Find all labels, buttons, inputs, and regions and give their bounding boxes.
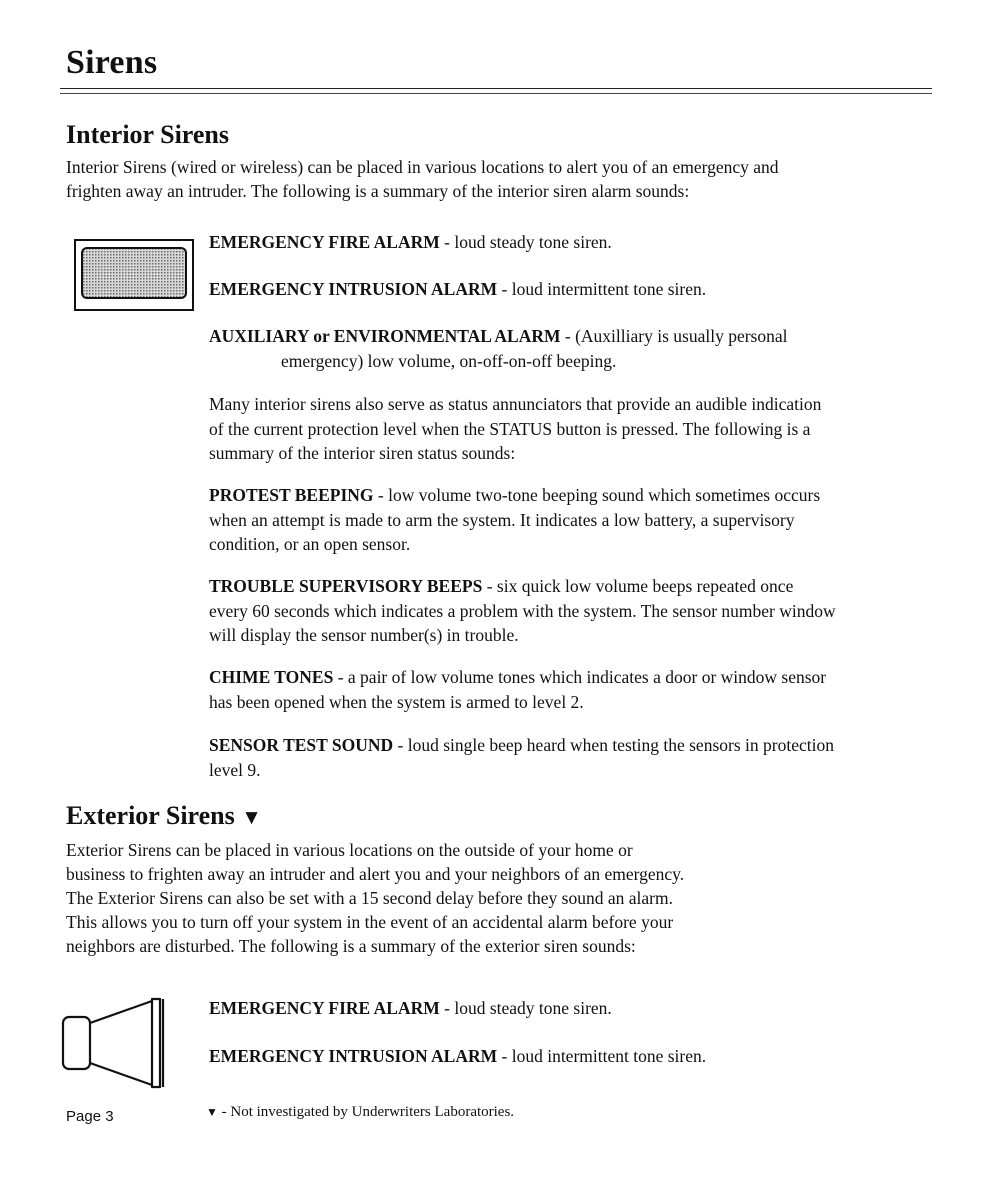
exterior-intro-line: The Exterior Sirens can also be set with a 15 second delay before they sound an alarm. — [66, 888, 673, 908]
status-intro — [209, 392, 939, 466]
status-sound-item — [209, 665, 939, 714]
interior-intro-line: Interior Sirens (wired or wireless) can be placed in various locations to alert you of an emergency and — [66, 157, 779, 177]
exterior-sirens-heading — [66, 801, 262, 831]
interior-intro-line: frighten away an intruder. The following is a summary of the interior siren alarm sounds: — [66, 181, 690, 201]
footnote-marker-icon: ▼ — [206, 1105, 218, 1119]
alarm-desc: - loud intermittent tone siren. — [497, 279, 707, 299]
status-sound-item — [209, 733, 939, 782]
interior-alarm-item — [209, 277, 939, 302]
page-number: Page 3 — [66, 1108, 114, 1125]
footnote-text: - Not investigated by Underwriters Laboratories. — [217, 1104, 515, 1120]
status-desc: - a pair of low volume tones which indicates a door or window sensor — [333, 667, 827, 687]
interior-sirens-heading: Interior Sirens — [66, 120, 229, 149]
alarm-desc: - loud steady tone siren. — [439, 232, 612, 252]
alarm-desc: - loud intermittent tone siren. — [497, 1046, 707, 1066]
status-sound-item — [209, 483, 939, 557]
not-investigated-marker-icon: ▼ — [241, 806, 262, 829]
title-rule-bottom — [60, 93, 932, 94]
alarm-term: EMERGENCY FIRE ALARM — [209, 232, 440, 252]
status-desc-line: every 60 seconds which indicates a problem with the system. The sensor number window — [209, 600, 836, 621]
alarm-term: AUXILIARY or ENVIRONMENTAL ALARM — [209, 326, 561, 346]
alarm-desc: - loud steady tone siren. — [439, 998, 612, 1018]
status-desc: - loud single beep heard when testing the sensors in protection — [393, 735, 834, 755]
interior-intro — [66, 155, 946, 203]
status-intro-line: of the current protection level when the STATUS button is pressed. The following is a — [209, 418, 811, 439]
status-intro-line: summary of the interior siren status sounds: — [209, 443, 516, 463]
exterior-intro-line: neighbors are disturbed. The following is a summary of the exterior siren sounds: — [66, 936, 636, 956]
alarm-term: EMERGENCY INTRUSION ALARM — [209, 279, 498, 299]
status-term: SENSOR TEST SOUND — [209, 735, 394, 755]
interior-siren-speaker-grille-icon — [74, 239, 194, 311]
status-desc: - low volume two-tone beeping sound which sometimes occurs — [373, 485, 821, 505]
exterior-intro-line: business to frighten away an intruder and alert you and your neighbors of an emergency. — [66, 864, 685, 884]
status-term: CHIME TONES — [209, 667, 334, 687]
status-term: TROUBLE SUPERVISORY BEEPS — [209, 576, 483, 596]
exterior-intro-line: Exterior Sirens can be placed in various locations on the outside of your home or — [66, 840, 633, 860]
status-intro-line: Many interior sirens also serve as status annunciators that provide an audible indication — [209, 394, 822, 414]
exterior-intro-line: This allows you to turn off your system in the event of an accidental alarm before your — [66, 912, 674, 932]
interior-alarm-item — [209, 230, 939, 255]
status-desc-line: will display the sensor number(s) in trouble. — [209, 625, 519, 645]
interior-alarm-item — [209, 324, 939, 373]
status-desc-line: when an attempt is made to arm the system. It indicates a low battery, a supervisory — [209, 509, 795, 530]
status-desc-line: has been opened when the system is armed to level 2. — [209, 691, 584, 712]
status-sound-item — [209, 574, 939, 648]
exterior-heading-text: Exterior Sirens — [66, 801, 235, 830]
status-desc: - six quick low volume beeps repeated once — [482, 576, 794, 596]
exterior-alarm-item — [209, 996, 939, 1021]
status-term: PROTEST BEEPING — [209, 485, 374, 505]
status-desc-line: condition, or an open sensor. — [209, 534, 411, 554]
page-title: Sirens — [66, 44, 158, 81]
alarm-desc: - (Auxilliary is usually personal — [560, 326, 788, 346]
exterior-alarm-item — [209, 1044, 939, 1069]
alarm-term: EMERGENCY INTRUSION ALARM — [209, 1046, 498, 1066]
exterior-intro — [66, 838, 946, 958]
status-desc-line: level 9. — [209, 759, 261, 780]
exterior-siren-horn-icon — [60, 997, 170, 1091]
footnote — [206, 1104, 514, 1121]
alarm-desc-continued: emergency) low volume, on-off-on-off beeping. — [281, 350, 617, 371]
title-rule-top — [60, 88, 932, 89]
alarm-term: EMERGENCY FIRE ALARM — [209, 998, 440, 1018]
